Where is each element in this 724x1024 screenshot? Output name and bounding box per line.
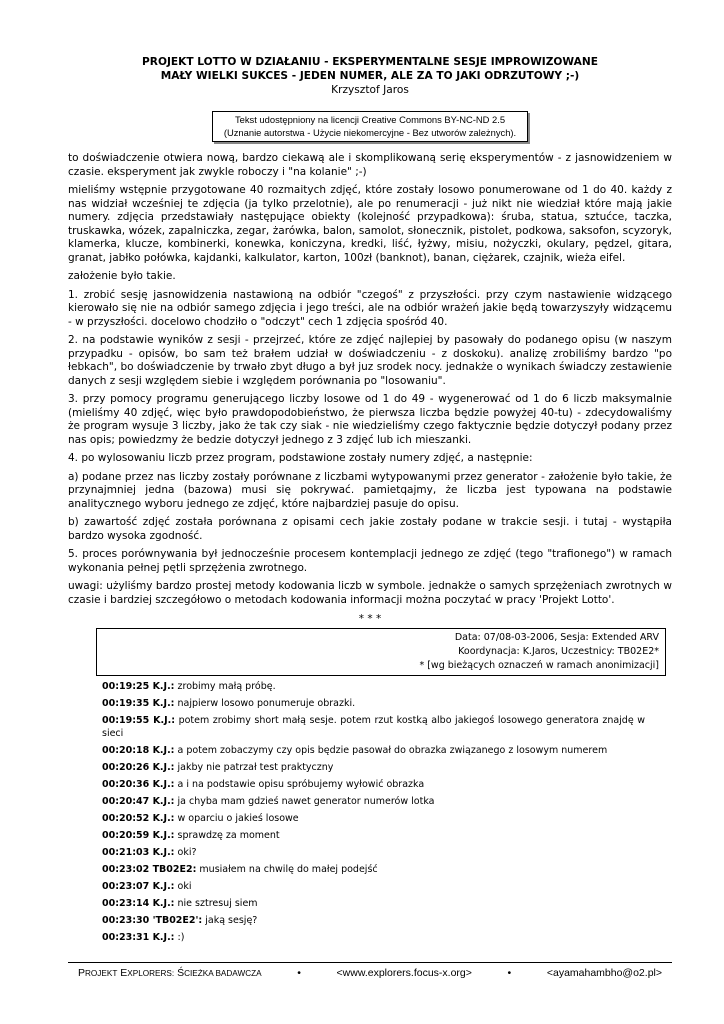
paragraph: 3. przy pomocy programu generującego liczby losowe od 1 do 49 - wygenerować od 1 do 6 liczb maksymalnie (mieliśmy 40 zdjęć, więc było prawdopodobieństwo, że pierwsza liczba będzie powyżej 40-tu) - zdecydowaliśmy że program wysuje 3 liczby, jako że tak czy siak - nie wiedzieliśmy czego faktycznie będzie dotyczył podany przez nas opis; powiedzmy że bedzie dotyczył jednego z 3 zdjęć lub ich mieszanki.: [68, 393, 672, 446]
log-text: a i na podstawie opisu spróbujemy wyłowić obrazka: [174, 779, 425, 790]
paragraph: 2. na podstawie wyników z sesji - przejrzeć, które ze zdjęć najlepiej by pasowały do podanego opisu (w naszym przypadku - opisów, bo sam też brałem udział w doświadczeniu - z doskoku). analizę zrobiliśmy bardzo "po łebkach", bo doświadczenie by trwało zbyt długo a był juz srodek nocy. jednakże o wynikach świadczy zestawienie danych z sesji względem siebie i względem porównania po "losowaniu".: [68, 334, 672, 387]
log-timestamp: 00:19:25 K.J.:: [102, 681, 175, 692]
log-timestamp: 00:19:35 K.J.:: [102, 698, 175, 709]
document-page: [68, 55, 672, 948]
log-timestamp: 00:23:30 'TB02E2':: [102, 915, 203, 926]
paragraph: 5. proces porównywania był jednocześnie procesem kontemplacji jednego ze zdjęć (tego "trafionego") w ramach wykonania pełnej pętli sprzężenia zwrotnego.: [68, 548, 672, 574]
log-text: potem zrobimy short małą sesje. potem rzut kostką albo jakiegoś losowego generatora znajdę w sieci: [102, 715, 646, 739]
document-title-line-2: MAŁY WIELKI SUKCES - JEDEN NUMER, ALE ZA TO JAKI ODRZUTOWY ;-): [160, 70, 580, 82]
log-text: ja chyba mam gdzieś nawet generator numerów lotka: [174, 796, 435, 807]
log-entry: [102, 880, 645, 893]
log-timestamp: 00:20:47 K.J.:: [102, 796, 175, 807]
license-box: [212, 111, 528, 142]
session-info-box: [96, 628, 666, 676]
paragraph: b) zawartość zdjęć została porównana z opisami cech jakie zostały podane w trakcie sesji. i tutaj - wystąpiła bardzo wysoka zgodność.: [68, 516, 672, 542]
log-entry: [102, 795, 645, 808]
paragraph: 1. zrobić sesję jasnowidzenia nastawioną na odbiór "czegoś" z przyszłości. przy czym nastawienie widzącego kierowało się nie na odbiór samego zdjęcia i jego treści, ale na odbiór wrażeń jakie będą towarzyszyły widzącemu - w przyszłości. docelowo chodziło o "odczyt" cech 1 zdjęcia spośród 40.: [68, 288, 672, 328]
log-entry: [102, 680, 645, 693]
log-entry: [102, 846, 645, 859]
paragraph: to doświadczenie otwiera nową, bardzo ciekawą ale i skomplikowaną serię eksperymentów - z jasnowidzeniem w czasie. eksperyment jak zwykle roboczy i "na kolanie" ;-): [68, 152, 672, 178]
paragraph: a) podane przez nas liczby zostały porównane z liczbami wytypowanymi przez generator - założenie było takie, że przynajmniej jedna (bazowa) musi się pokrywać. pamietqajmy, że liczba jest typowana na podstawie analitycznego wyboru jednego ze zdjęć, które najbardziej pasuje do opisu.: [68, 470, 672, 510]
log-timestamp: 00:20:59 K.J.:: [102, 830, 175, 841]
chat-log: [102, 680, 645, 944]
license-line-1: Tekst udostępniony na licencji Creative Commons BY-NC-ND 2.5: [234, 114, 506, 125]
footer-project-name: PROJEKT EXPLORERS: ŚCIEŻKA BADAWCZA: [78, 967, 262, 979]
log-text: sprawdzę za moment: [174, 830, 280, 841]
log-entry: [102, 697, 645, 710]
footer-bullet: •: [507, 967, 512, 979]
log-entry: [102, 897, 645, 910]
log-text: musiałem na chwilę do małej podejść: [196, 864, 378, 875]
paragraph: założenie było takie.: [68, 270, 176, 282]
log-text: najpierw losowo ponumeruje obrazki.: [174, 698, 356, 709]
session-coordination: Koordynacja: K.Jaros, Uczestnicy: TB02E2*: [458, 646, 659, 657]
log-entry: [102, 744, 645, 757]
document-body: [68, 152, 672, 607]
log-timestamp: 00:23:14 K.J.:: [102, 898, 175, 909]
log-entry: [102, 863, 645, 876]
log-timestamp: 00:20:18 K.J.:: [102, 745, 175, 756]
license-line-2: (Uznanie autorstwa - Użycie niekomercyjne - Bez utworów zależnych).: [223, 126, 517, 138]
log-timestamp: 00:20:52 K.J.:: [102, 813, 175, 824]
document-title-line-1: PROJEKT LOTTO W DZIAŁANIU - EKSPERYMENTALNE SESJE IMPROWIZOWANE: [142, 56, 598, 68]
section-separator: * * *: [358, 613, 382, 625]
log-entry: [102, 714, 645, 740]
document-author: Krzysztof Jaros: [331, 84, 409, 96]
footer-bullet: •: [297, 967, 301, 979]
log-entry: [102, 931, 645, 944]
paragraph: mieliśmy wstępnie przygotowane 40 rozmaitych zdjęć, które zostały losowo ponumerowane od 1 do 40. każdy z nas widział wcześniej te zdjęcia (ja tylko przelotnie), ale po renumeracji - już nikt nie wiedział które mają jakie numery. zdjęcia przedstawiały następujące obiekty (kolejność przypadkowa): śruba, statua, sztućce, taczka, truskawka, wózek, zapalniczka, zegar, żarówka, balon, samolot, słonecznik, pistolet, podkowa, saksofon, scyzoryk, klamerka, klucze, kombinerki, konewka, koniczyna, kredki, liść, łyżwy, misiu, nożyczki, okulary, pędzel, gitara, granat, jabłko połówka, kajdanki, kalkulator, karton, 100zł (banknot), banan, ciężarek, czajnik, wieża eifel.: [68, 184, 672, 264]
log-timestamp: 00:20:26 K.J.:: [102, 762, 175, 773]
log-entry: [102, 914, 645, 927]
session-footnote: * [wg bieżących oznaczeń w ramach anonimizacji]: [419, 660, 659, 671]
log-text: oki: [174, 881, 192, 892]
log-text: a potem zobaczymy czy opis będzie pasował do obrazka związanego z losowym numerem: [174, 745, 608, 756]
log-timestamp: 00:21:03 K.J.:: [102, 847, 175, 858]
footer-website-link[interactable]: <www.explorers.focus-x.org>: [336, 967, 472, 979]
log-timestamp: 00:19:55 K.J.:: [102, 715, 176, 726]
log-text: :): [174, 932, 185, 943]
footer-email-link[interactable]: <ayamahambho@o2.pl>: [546, 967, 662, 979]
log-timestamp: 00:20:36 K.J.:: [102, 779, 175, 790]
log-entry: [102, 761, 645, 774]
log-text: w oparciu o jakieś losowe: [174, 813, 299, 824]
log-entry: [102, 812, 645, 825]
log-timestamp: 00:23:07 K.J.:: [102, 881, 175, 892]
log-timestamp: 00:23:31 K.J.:: [102, 932, 175, 943]
paragraph: 4. po wylosowaniu liczb przez program, podstawione zostały numery zdjęć, a następnie:: [68, 452, 533, 464]
log-entry: [102, 829, 645, 842]
log-text: jaką sesję?: [202, 915, 258, 926]
log-text: oki?: [174, 847, 197, 858]
session-date: Data: 07/08-03-2006, Sesja: Extended ARV: [454, 632, 659, 643]
footer-divider: [68, 962, 672, 963]
paragraph: uwagi: użyliśmy bardzo prostej metody kodowania liczb w symbole. jednakże o samych sprzężeniach zwrotnych w czasie i bardziej szczegółowo o metodach kodowania informacji można poczytać w pracy 'Projekt Lotto'.: [68, 580, 672, 606]
log-timestamp: 00:23:02 TB02E2:: [102, 864, 197, 875]
log-entry: [102, 778, 645, 791]
page-footer: [68, 967, 672, 980]
log-text: jakby nie patrzał test praktyczny: [174, 762, 334, 773]
log-text: nie sztresuj siem: [174, 898, 258, 909]
log-text: zrobimy małą próbę.: [174, 681, 276, 692]
